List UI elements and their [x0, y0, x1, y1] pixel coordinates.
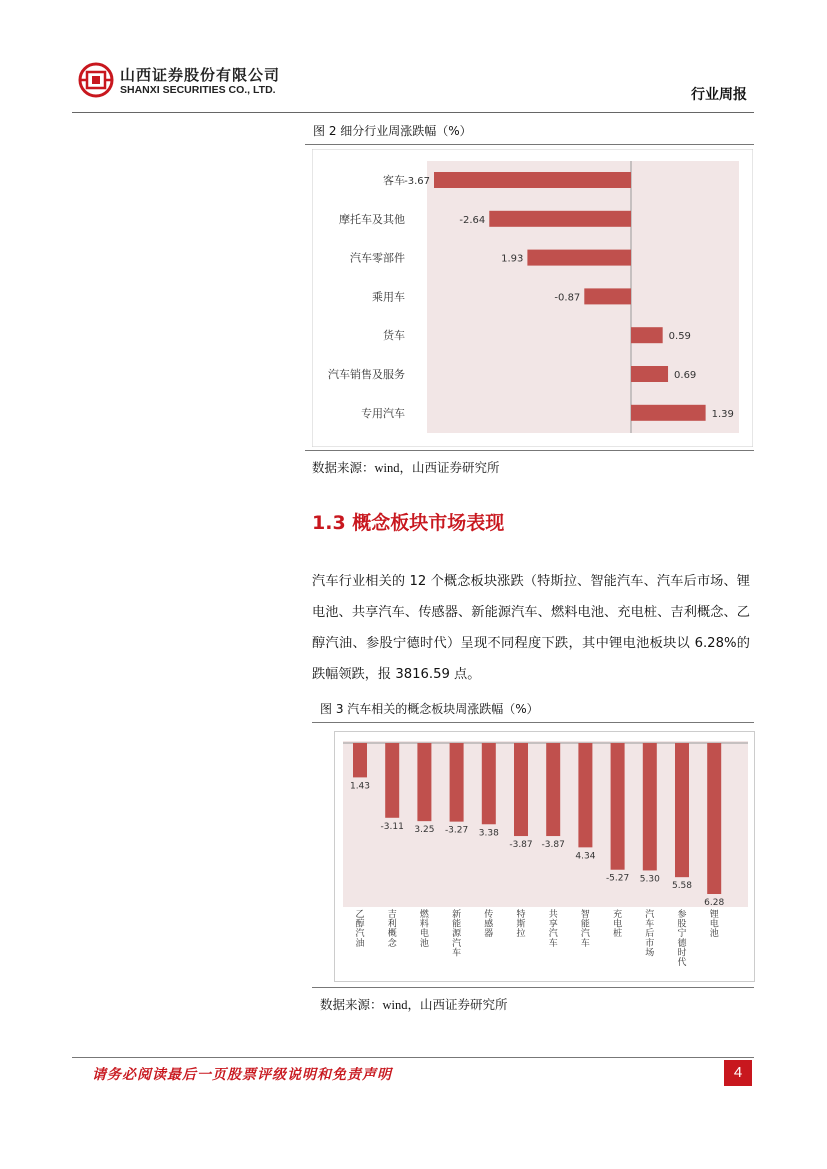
source-prefix: 数据来源： [320, 997, 383, 1012]
figure2-source [312, 458, 500, 476]
header-divider [72, 112, 754, 113]
figure3-source [320, 995, 508, 1013]
chart2-bar [514, 743, 528, 836]
chart2-value-label: 3.38 [478, 828, 499, 839]
chart1-category-label: 专用汽车 [361, 406, 405, 420]
chart1-category-label: 汽车销售及服务 [328, 368, 405, 381]
chart2-category-label: 传感器 [484, 910, 494, 940]
chart1-bar [584, 288, 631, 304]
chart2-bar [482, 743, 496, 824]
figure2-bottom-rule [305, 450, 754, 451]
source-suffix: ，山西证券研究所 [407, 997, 508, 1012]
chart1-bar [434, 172, 631, 188]
company-name-en: SHANXI SECURITIES CO., LTD. [120, 84, 276, 96]
chart2-bar [707, 743, 721, 894]
chart2-bar [578, 743, 592, 847]
figure3-caption: 图 3 汽车相关的概念板块周涨跌幅（%） [320, 702, 539, 716]
figure2-chart [312, 149, 753, 447]
source-name: wind [382, 998, 408, 1012]
chart1-value-label: 1.39 [711, 408, 734, 420]
chart2-value-label: 1.43 [349, 781, 371, 792]
chart1-value-label: -0.87 [554, 292, 581, 304]
chart2-bar [353, 743, 367, 777]
chart2-value-label: 6.28 [704, 898, 725, 908]
chart1-category-label: 客车 [383, 174, 405, 187]
page-number: 4 [724, 1060, 752, 1086]
disclaimer: 请务必阅读最后一页股票评级说明和免责声明 [92, 1067, 392, 1083]
company-name-cn: 山西证券股份有限公司 [120, 66, 281, 84]
chart1-bar [527, 250, 631, 266]
section-title: 1.3 概念板块市场表现 [312, 512, 505, 534]
source-suffix: ，山西证券研究所 [399, 460, 500, 475]
figure3-chart [334, 731, 756, 983]
chart1-category-label: 汽车零部件 [350, 251, 405, 265]
chart1-plot-area [427, 161, 739, 433]
chart2-value-label: -3.87 [509, 840, 533, 851]
figure2-caption: 图 2 细分行业周涨跌幅（%） [313, 124, 472, 138]
chart2-value-label: -3.87 [541, 840, 565, 851]
chart2-bar [385, 743, 399, 818]
chart2-category-label: 吉利概念 [387, 910, 397, 949]
source-name: wind [374, 461, 400, 475]
footer-divider [72, 1057, 754, 1058]
chart1-value-label: 1.93 [501, 253, 524, 265]
chart2-category-label: 燃料电池 [419, 910, 429, 949]
chart2-value-label: -3.11 [380, 821, 404, 832]
chart2-bar [675, 743, 689, 877]
chart1-bar [631, 366, 668, 382]
chart1-category-label: 货车 [383, 329, 405, 343]
report-type: 行业周报 [691, 87, 747, 103]
figure2-top-rule [305, 144, 754, 145]
chart1-bar [631, 405, 706, 421]
chart1-category-label: 乘用车 [372, 290, 405, 304]
chart2-category-label: 锂电池 [709, 910, 719, 940]
chart2-category-label: 智能汽车 [580, 910, 590, 949]
chart2-category-label: 特斯拉 [516, 910, 526, 940]
chart1-bar [631, 327, 663, 343]
chart1-value-label: 0.59 [668, 331, 691, 343]
chart2-bar [450, 743, 464, 822]
chart2-value-label: 4.34 [575, 851, 596, 862]
chart2-bar [611, 743, 625, 870]
chart2-value-label: 3.25 [414, 825, 435, 836]
chart2-bar [546, 743, 560, 836]
chart2-value-label: 5.30 [639, 874, 660, 885]
chart2-bar [643, 743, 657, 870]
chart2-value-label: 5.58 [671, 881, 693, 892]
chart2-value-label: -5.27 [605, 873, 630, 884]
body-paragraph: 汽车行业相关的 12 个概念板块涨跌（特斯拉、智能汽车、汽车后市场、锂电池、共享汽车、传感器、新能源汽车、燃料电池、充电桩、吉利概念、乙醇汽油、参股宁德时代）呈现不同程度下跌，其中锂电池板块以 6.28%的跌幅领跌，报 3816.59 点。 [312, 574, 750, 682]
chart1-value-label: -2.64 [459, 214, 486, 226]
chart2-category-label: 共享汽车 [548, 910, 558, 949]
chart1-category-label: 摩托车及其他 [339, 212, 405, 226]
chart2-category-label: 乙醇汽油 [355, 910, 365, 949]
chart2-category-label: 参股宁德时代 [677, 910, 687, 968]
chart2-category-label: 汽车后市场 [645, 910, 655, 959]
chart2-bar [417, 743, 431, 821]
figure3-bottom-rule [312, 987, 754, 988]
source-prefix: 数据来源： [312, 460, 375, 475]
chart1-value-label: 0.69 [674, 370, 697, 381]
chart2-value-label: -3.27 [444, 825, 469, 836]
company-logo [78, 62, 114, 98]
chart2-category-label: 新能源汽车 [452, 910, 462, 959]
chart2-category-label: 充电桩 [613, 910, 623, 940]
figure3-top-rule [312, 722, 754, 723]
chart1-bar [489, 211, 631, 227]
chart1-value-label: -3.67 [404, 176, 430, 187]
